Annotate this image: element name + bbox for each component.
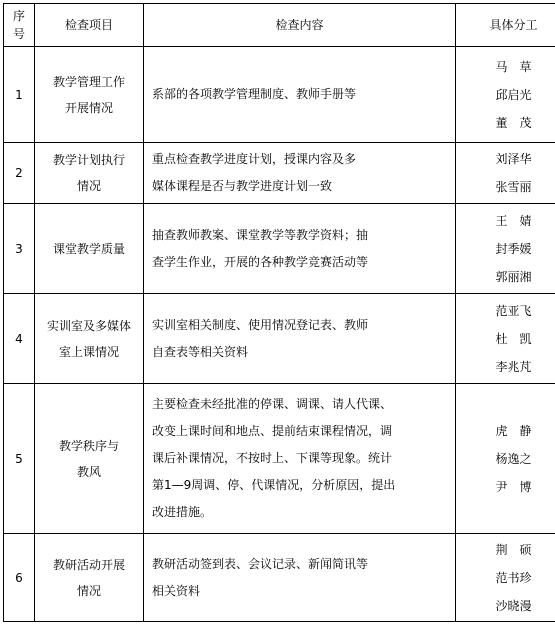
table-row bbox=[4, 143, 555, 204]
row-no: 4 bbox=[4, 294, 35, 384]
staff-name: 李兆芃 bbox=[495, 359, 532, 374]
row-item: 教学计划执行 情况 bbox=[35, 143, 144, 204]
row-staff bbox=[456, 143, 555, 204]
staff-name: 董 茂 bbox=[495, 115, 532, 130]
row-staff bbox=[456, 204, 555, 294]
row-no: 5 bbox=[4, 384, 35, 534]
staff-name: 封季媛 bbox=[495, 241, 532, 256]
header-staff: 具体分工 bbox=[456, 4, 555, 47]
row-staff bbox=[456, 534, 555, 622]
table-row bbox=[4, 204, 555, 294]
header-item: 检查项目 bbox=[35, 4, 144, 47]
staff-name: 尹 博 bbox=[495, 479, 532, 494]
staff-name: 范书珍 bbox=[495, 570, 532, 585]
row-content: 教研活动签到表、会议记录、新闻简讯等 相关资料 bbox=[144, 534, 456, 622]
row-no: 6 bbox=[4, 534, 35, 622]
staff-name: 杨逸之 bbox=[495, 451, 532, 466]
staff-name: 王 婧 bbox=[495, 213, 532, 228]
table-row bbox=[4, 294, 555, 384]
staff-name: 郭丽湘 bbox=[495, 269, 532, 284]
row-item: 课堂教学质量 bbox=[35, 204, 144, 294]
staff-name: 马 草 bbox=[495, 59, 532, 74]
row-content: 抽查教师教案、课堂教学等教学资料；抽 查学生作业，开展的各种教学竞赛活动等 bbox=[144, 204, 456, 294]
row-content: 重点检查教学进度计划，授课内容及多 媒体课程是否与教学进度计划一致 bbox=[144, 143, 456, 204]
row-no: 2 bbox=[4, 143, 35, 204]
row-no: 3 bbox=[4, 204, 35, 294]
table-header-row bbox=[4, 4, 555, 47]
row-item: 教学秩序与 教风 bbox=[35, 384, 144, 534]
table-row bbox=[4, 47, 555, 143]
inspection-table bbox=[3, 3, 555, 622]
header-no: 序 号 bbox=[4, 4, 35, 47]
staff-name: 邱启光 bbox=[495, 87, 532, 102]
staff-name: 杜 凯 bbox=[495, 331, 532, 346]
staff-name: 虎 静 bbox=[495, 423, 532, 438]
row-no: 1 bbox=[4, 47, 35, 143]
staff-name: 刘泽华 bbox=[495, 152, 532, 166]
staff-name: 张雪丽 bbox=[495, 180, 532, 194]
row-content: 主要检查未经批准的停课、调课、请人代课、 改变上课时间和地点、提前结束课程情况，调 课后补课情况，不按时上、下课等现象。统计 第1—9周调、停、代课情况，分析原因，提出 改进措施。 bbox=[144, 384, 456, 534]
header-content: 检查内容 bbox=[144, 4, 456, 47]
row-item: 教学管理工作 开展情况 bbox=[35, 47, 144, 143]
staff-name: 范亚飞 bbox=[495, 303, 532, 318]
row-staff bbox=[456, 47, 555, 143]
staff-name: 沙晓漫 bbox=[495, 598, 532, 613]
table-row bbox=[4, 534, 555, 622]
table-row bbox=[4, 384, 555, 534]
row-staff bbox=[456, 384, 555, 534]
row-item: 教研活动开展 情况 bbox=[35, 534, 144, 622]
row-content: 实训室相关制度、使用情况登记表、教师 自查表等相关资料 bbox=[144, 294, 456, 384]
row-staff bbox=[456, 294, 555, 384]
staff-name: 荆 硕 bbox=[495, 542, 532, 557]
row-content: 系部的各项教学管理制度、教师手册等 bbox=[144, 47, 456, 143]
row-item: 实训室及多媒体 室上课情况 bbox=[35, 294, 144, 384]
